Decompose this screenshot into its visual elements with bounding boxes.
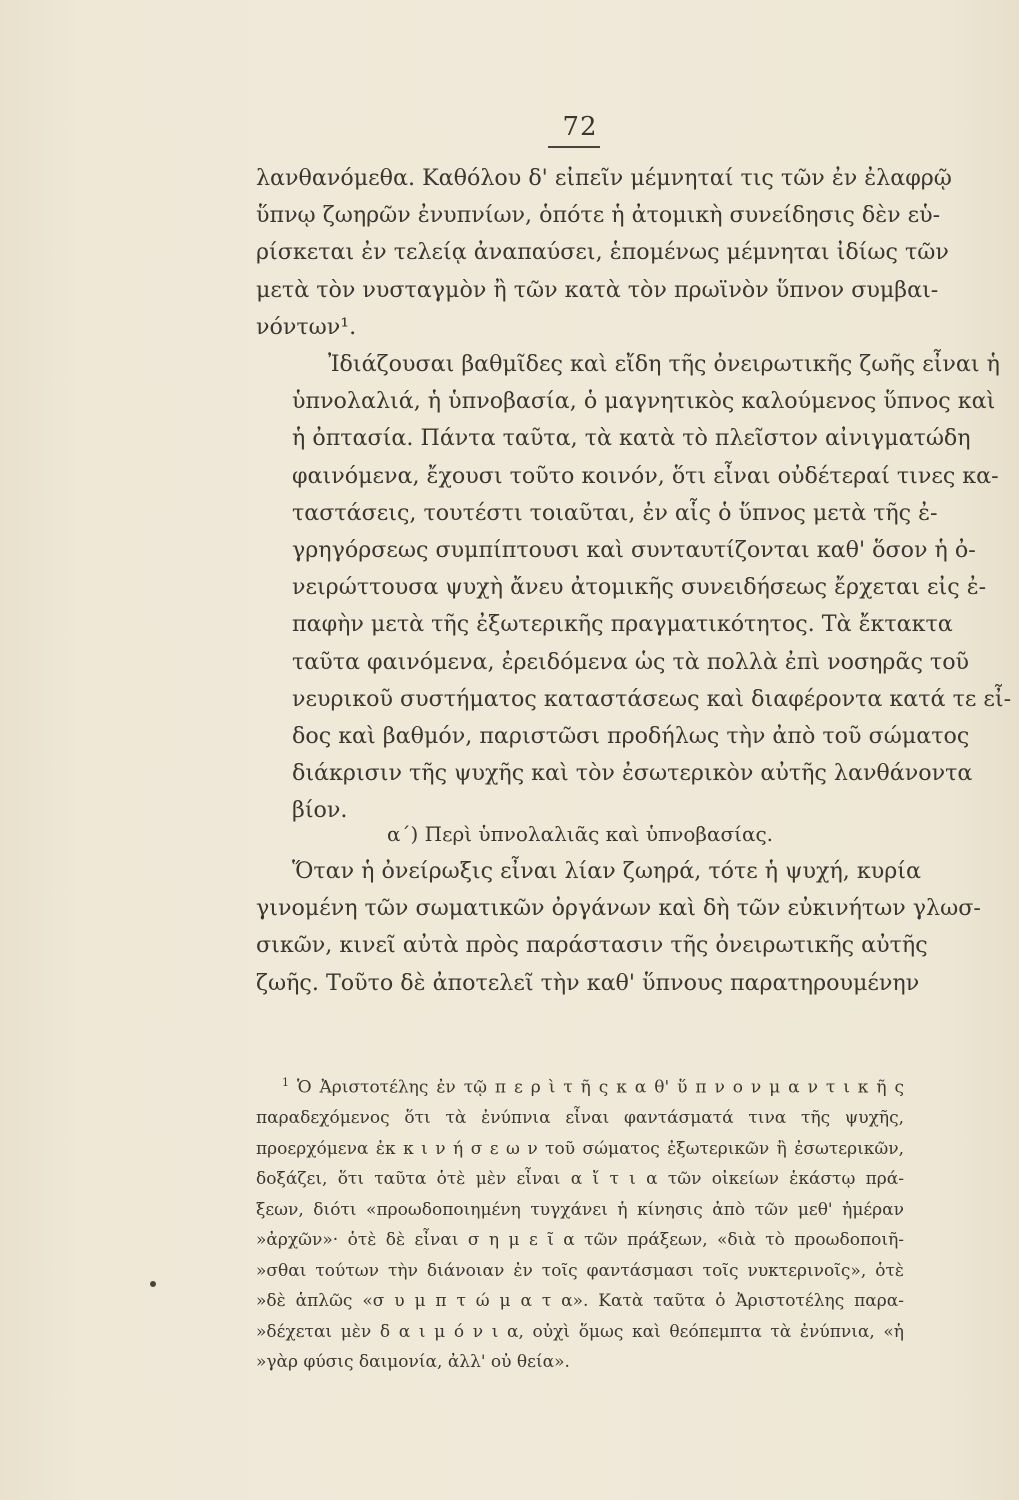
text-line: ζωῆς. Τοῦτο δὲ ἀποτελεῖ τὴν καθ' ὕπνους παρατηρουμένην — [256, 969, 920, 996]
text-line: Ἰδιάζουσαι βαθμῖδες καὶ εἴδη τῆς ὀνειρωτικῆς ζωῆς εἶναι ἡ — [328, 351, 1000, 378]
text-line: δος καὶ βαθμόν, παριστῶσι προδήλως τὴν ἀπὸ τοῦ σώματος — [292, 723, 970, 750]
main-text — [256, 160, 1012, 830]
text-line: ρίσκεται ἐν τελείᾳ ἀναπαύσει, ἑπομένως μέμνηται ἰδίως τῶν — [256, 239, 949, 266]
text-line: λανθανόμεθα. Καθόλου δ' εἰπεῖν μέμνηταί τις τῶν ἐν ἐλαφρῷ — [256, 165, 952, 191]
text-line: νευρικοῦ συστήματος καταστάσεως καὶ διαφέροντα κατά τε εἶ- — [292, 685, 1012, 712]
paragraph-2 — [256, 346, 1012, 830]
footnote-line: »σθαι τούτων τὴν διάνοιαν ἐν τοῖς φαντάσμασι τοῖς νυκτερινοῖς», ὁτὲ — [256, 1260, 904, 1281]
text-line: διάκρισιν τῆς ψυχῆς καὶ τὸν ἐσωτερικὸν αὐτῆς λανθάνοντα — [292, 760, 973, 787]
footnote-marker: 1 — [282, 1076, 289, 1089]
text-line: σικῶν, κινεῖ αὐτὰ πρὸς παράστασιν τῆς ὀνειρωτικῆς αὐτῆς — [256, 932, 928, 959]
text-line: νειρώττουσα ψυχὴ ἄνευ ἀτομικῆς συνειδήσεως ἔρχεται εἰς ἐ- — [292, 574, 987, 601]
text-line: ὑπνολαλιά, ἡ ὑπνοβασία, ὁ μαγνητικὸς καλούμενος ὕπνος καὶ — [292, 388, 996, 415]
text-line: γρηγόρσεως συμπίπτουσι καὶ συνταυτίζονται καθ' ὅσον ἡ ὀ- — [292, 537, 976, 564]
footnote-line: ξεων, διότι «προωδοποιημένη τυγχάνει ἡ κίνησις ἀπὸ τῶν μεθ' ἡμέραν — [256, 1199, 904, 1220]
text-line: ὕπνῳ ζωηρῶν ἐνυπνίων, ὁπότε ἡ ἀτομικὴ συνείδησις δὲν εὑ- — [256, 202, 941, 229]
footnote-line: »δέχεται μὲν δ α ι μ ό ν ι α, οὐχὶ ὅμως καὶ θεόπεμπτα τὰ ἐνύπνια, «ἡ — [256, 1321, 904, 1342]
footnote — [256, 1068, 904, 1378]
text-line: Ὅταν ἡ ὀνείρωξις εἶναι λίαν ζωηρά, τότε ἡ ψυχή, κυρία — [292, 858, 921, 884]
footnote-line: δοξάζει, ὅτι ταῦτα ὁτὲ μὲν εἶναι α ἴ τ ι α τῶν οἰκείων ἑκάστῳ πρά- — [256, 1169, 904, 1190]
footnote-text: Ὁ Ἀριστοτέλης ἐν τῷ π ε ρ ὶ τ ῆ ς κ α θ' ὕ π ν ο ν μ α ν τ ι κ ῆ ς — [296, 1077, 905, 1098]
page-number-underline — [548, 146, 600, 148]
page-number: 72 — [562, 112, 598, 142]
footnote-line: παραδεχόμενος ὅτι τὰ ἐνύπνια εἶναι φαντάσματά τινα τῆς ψυχῆς, — [256, 1108, 904, 1129]
footnote-line: »γὰρ φύσις δαιμονία, ἀλλ' οὐ θεία». — [256, 1352, 570, 1373]
text-line: φαινόμενα, ἔχουσι τοῦτο κοινόν, ὅτι εἶναι οὐδέτεραί τινες κα- — [292, 462, 999, 489]
text-line: ταῦτα φαινόμενα, ἐρειδόμενα ὡς τὰ πολλὰ ἐπὶ νοσηρᾶς τοῦ — [292, 648, 970, 675]
footnote-line — [256, 1068, 904, 1103]
text-line: παφὴν μετὰ τῆς ἐξωτερικῆς πραγματικότητος. Τὰ ἔκτακτα — [292, 611, 953, 638]
footnote-line: »δὲ ἁπλῶς «σ υ μ π τ ώ μ α τ α». Κατὰ ταῦτα ὁ Ἀριστοτέλης παρα- — [256, 1291, 904, 1312]
main-text-continued — [256, 853, 981, 1002]
text-line: νόντων¹. — [256, 313, 357, 340]
margin-dot-mark — [150, 1281, 156, 1287]
text-line: ταστάσεις, τουτέστι τοιαῦται, ἐν αἷς ὁ ὕπνος μετὰ τῆς ἐ- — [292, 499, 938, 526]
footnote-line: προερχόμενα ἐκ κ ι ν ή σ ε ω ν τοῦ σώματος ἐξωτερικῶν ἢ ἐσωτερικῶν, — [256, 1138, 904, 1159]
text-line: ἡ ὀπτασία. Πάντα ταῦτα, τὰ κατὰ τὸ πλεῖστον αἰνιγματώδη — [292, 425, 971, 452]
text-line: βίον. — [292, 797, 348, 824]
paragraph-1 — [256, 160, 952, 346]
text-line: γινομένη τῶν σωματικῶν ὀργάνων καὶ δὴ τῶν εὐκινήτων γλωσ- — [256, 895, 981, 922]
section-heading: α΄) Περὶ ὑπνολαλιᾶς καὶ ὑπνοβασίας. — [386, 822, 774, 846]
text-line: μετὰ τὸν νυσταγμὸν ἢ τῶν κατὰ τὸν πρωϊνὸν ὕπνον συμβαι- — [256, 276, 939, 303]
footnote-line: »ἀρχῶν»· ὁτὲ δὲ εἶναι σ η μ ε ῖ α τῶν πράξεων, «διὰ τὸ προωδοποιῆ- — [256, 1230, 904, 1251]
